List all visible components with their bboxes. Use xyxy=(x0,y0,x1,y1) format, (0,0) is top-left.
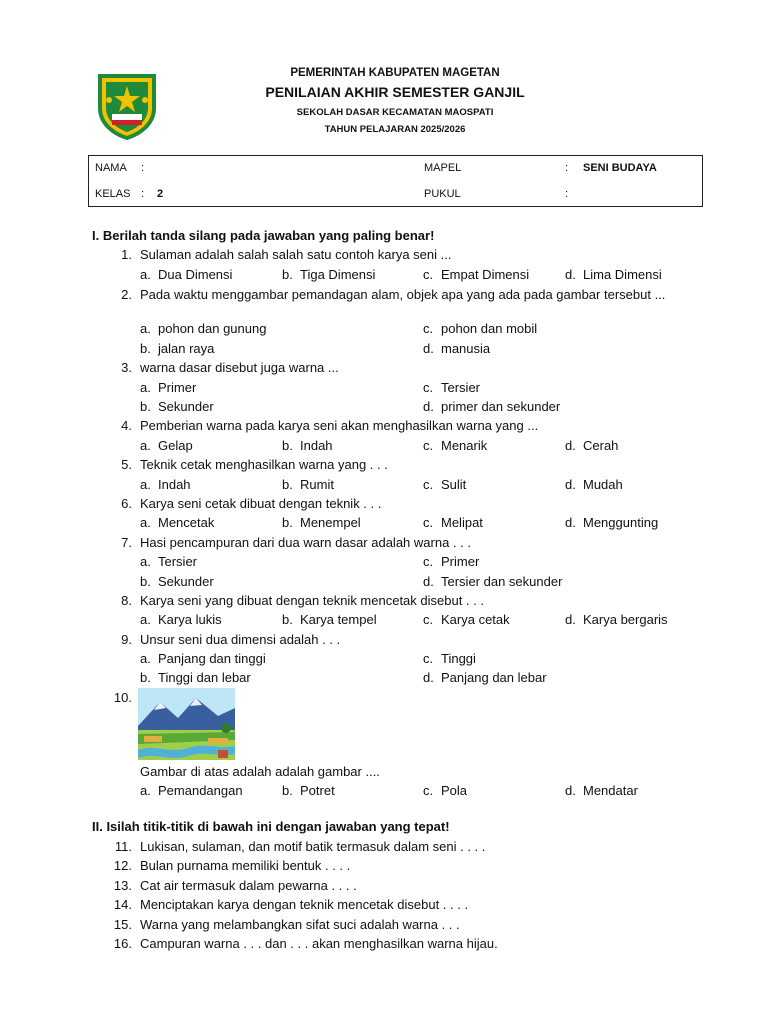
option-letter: c. xyxy=(423,477,434,492)
pukul-colon: : xyxy=(565,188,569,200)
option-text: Panjang dan lebar xyxy=(441,670,547,685)
option-letter: a. xyxy=(140,515,151,530)
question-number: 6. xyxy=(121,496,132,511)
question-number: 16. xyxy=(113,936,132,951)
option-text: manusia xyxy=(441,341,491,356)
option-text: Karya tempel xyxy=(300,612,377,627)
question-text: Teknik cetak menghasilkan warna yang . . . xyxy=(140,457,388,472)
option-letter: d. xyxy=(565,783,576,798)
option-letter: a. xyxy=(140,783,151,798)
option-letter: d. xyxy=(423,670,434,685)
question-number: 14. xyxy=(113,897,132,912)
nama-colon: : xyxy=(141,162,145,174)
option-text: Karya cetak xyxy=(441,612,510,627)
question-text: Pemberian warna pada karya seni akan menghasilkan warna yang ... xyxy=(140,418,539,433)
option-text: Melipat xyxy=(441,515,483,530)
header-government: PEMERINTAH KABUPATEN MAGETAN xyxy=(290,67,500,79)
question-number: 12. xyxy=(113,858,132,873)
option-text: Mendatar xyxy=(583,783,638,798)
option-letter: a. xyxy=(140,477,151,492)
option-text: Tinggi xyxy=(441,651,476,666)
header-year: TAHUN PELAJARAN 2025/2026 xyxy=(324,124,466,135)
question-number: 1. xyxy=(121,247,132,262)
question-number: 7. xyxy=(121,535,132,550)
option-letter: b. xyxy=(140,341,151,356)
section1-title: I. Berilah tanda silang pada jawaban yang paling benar! xyxy=(92,228,435,243)
option-text: Lima Dimensi xyxy=(583,267,662,282)
option-letter: b. xyxy=(140,399,151,414)
option-text: Gelap xyxy=(158,438,193,453)
option-letter: c. xyxy=(423,380,434,395)
option-letter: a. xyxy=(140,380,151,395)
option-letter: b. xyxy=(282,438,293,453)
option-text: Primer xyxy=(158,380,197,395)
option-letter: c. xyxy=(423,612,434,627)
kelas-value: 2 xyxy=(157,188,164,200)
question-text: Warna yang melambangkan sifat suci adalah warna . . . xyxy=(140,917,460,932)
question-number: 4. xyxy=(121,418,132,433)
option-text: Mencetak xyxy=(158,515,215,530)
option-letter: c. xyxy=(423,554,434,569)
option-letter: d. xyxy=(565,477,576,492)
header-school: SEKOLAH DASAR KECAMATAN MAOSPATI xyxy=(296,107,494,118)
option-text: Indah xyxy=(300,438,333,453)
option-letter: d. xyxy=(565,612,576,627)
question-text: Karya seni cetak dibuat dengan teknik . . . xyxy=(140,496,382,511)
question-text: Campuran warna . . . dan . . . akan menghasilkan warna hijau. xyxy=(140,936,498,951)
option-letter: d. xyxy=(423,399,434,414)
question-text: Karya seni yang dibuat dengan teknik mencetak disebut . . . xyxy=(140,593,484,608)
question-text: Sulaman adalah salah salah satu contoh karya seni ... xyxy=(140,247,452,262)
magetan-emblem-icon xyxy=(96,70,158,140)
option-letter: b. xyxy=(282,515,293,530)
option-letter: c. xyxy=(423,321,434,336)
option-text: Karya lukis xyxy=(158,612,222,627)
kelas-colon: : xyxy=(141,188,145,200)
option-letter: c. xyxy=(423,438,434,453)
question-text: Hasi pencampuran dari dua warn dasar adalah warna . . . xyxy=(140,535,471,550)
option-text: Menempel xyxy=(300,515,361,530)
question-number: 9. xyxy=(121,632,132,647)
option-text: primer dan sekunder xyxy=(441,399,561,414)
option-text: Tiga Dimensi xyxy=(300,267,376,282)
option-text: Pemandangan xyxy=(158,783,243,798)
option-letter: a. xyxy=(140,554,151,569)
option-letter: d. xyxy=(423,341,434,356)
mapel-colon: : xyxy=(565,162,569,174)
option-text: Tersier xyxy=(441,380,481,395)
option-text: Indah xyxy=(158,477,191,492)
option-text: Pola xyxy=(441,783,468,798)
option-letter: d. xyxy=(423,574,434,589)
question-number: 11. xyxy=(114,839,132,854)
option-letter: b. xyxy=(140,574,151,589)
question-number: 13. xyxy=(113,878,132,893)
option-text: Dua Dimensi xyxy=(158,267,233,282)
option-letter: b. xyxy=(282,267,293,282)
question-text: Gambar di atas adalah adalah gambar .... xyxy=(140,764,380,779)
question-text: Cat air termasuk dalam pewarna . . . . xyxy=(140,878,357,893)
option-letter: c. xyxy=(423,783,434,798)
option-letter: c. xyxy=(423,267,434,282)
question-number: 10. xyxy=(113,690,132,705)
pukul-label: PUKUL xyxy=(424,188,461,200)
option-letter: d. xyxy=(565,515,576,530)
option-letter: a. xyxy=(140,438,151,453)
section2-title: II. Isilah titik-titik di bawah ini dengan jawaban yang tepat! xyxy=(92,819,450,834)
option-letter: a. xyxy=(140,612,151,627)
identity-box xyxy=(88,155,703,207)
option-letter: b. xyxy=(282,783,293,798)
option-text: Rumit xyxy=(300,477,334,492)
option-letter: d. xyxy=(565,438,576,453)
option-letter: b. xyxy=(140,670,151,685)
question-text: Menciptakan karya dengan teknik mencetak disebut . . . . xyxy=(140,897,469,912)
option-text: Tinggi dan lebar xyxy=(158,670,251,685)
question-text: Lukisan, sulaman, dan motif batik termasuk dalam seni . . . . xyxy=(140,839,486,854)
question-number: 5. xyxy=(121,457,132,472)
nama-label: NAMA xyxy=(95,162,127,174)
option-letter: a. xyxy=(140,321,151,336)
mapel-value: SENI BUDAYA xyxy=(583,162,657,174)
question-number: 2. xyxy=(121,287,132,302)
option-text: Menarik xyxy=(441,438,488,453)
option-text: Potret xyxy=(300,783,335,798)
option-text: Sekunder xyxy=(158,399,214,414)
question-number: 8. xyxy=(121,593,132,608)
header-exam-title: PENILAIAN AKHIR SEMESTER GANJIL xyxy=(265,84,525,100)
kelas-label: KELAS xyxy=(95,188,131,200)
option-letter: b. xyxy=(282,477,293,492)
option-text: pohon dan gunung xyxy=(158,321,267,336)
question-text: warna dasar disebut juga warna ... xyxy=(140,360,339,375)
option-text: Mudah xyxy=(583,477,623,492)
option-text: Menggunting xyxy=(583,515,659,530)
option-letter: c. xyxy=(423,515,434,530)
option-text: Empat Dimensi xyxy=(441,267,530,282)
option-letter: c. xyxy=(423,651,434,666)
option-text: Karya bergaris xyxy=(583,612,668,627)
option-text: Tersier dan sekunder xyxy=(441,574,563,589)
option-text: Primer xyxy=(441,554,480,569)
question-number: 3. xyxy=(121,360,132,375)
option-letter: b. xyxy=(282,612,293,627)
mapel-label: MAPEL xyxy=(424,162,462,174)
option-letter: a. xyxy=(140,651,151,666)
option-text: Cerah xyxy=(583,438,619,453)
question-text: Pada waktu menggambar pemandagan alam, objek apa yang ada pada gambar tersebut ... xyxy=(140,287,666,302)
landscape-picture xyxy=(138,688,235,760)
question-number: 15. xyxy=(113,917,132,932)
option-text: pohon dan mobil xyxy=(441,321,538,336)
option-text: Sekunder xyxy=(158,574,214,589)
option-text: Tersier xyxy=(158,554,198,569)
option-letter: d. xyxy=(565,267,576,282)
question-text: Unsur seni dua dimensi adalah . . . xyxy=(140,632,341,647)
option-text: Sulit xyxy=(441,477,467,492)
option-text: Panjang dan tinggi xyxy=(158,651,266,666)
option-letter: a. xyxy=(140,267,151,282)
question-text: Bulan purnama memiliki bentuk . . . . xyxy=(140,858,351,873)
option-text: jalan raya xyxy=(158,341,215,356)
